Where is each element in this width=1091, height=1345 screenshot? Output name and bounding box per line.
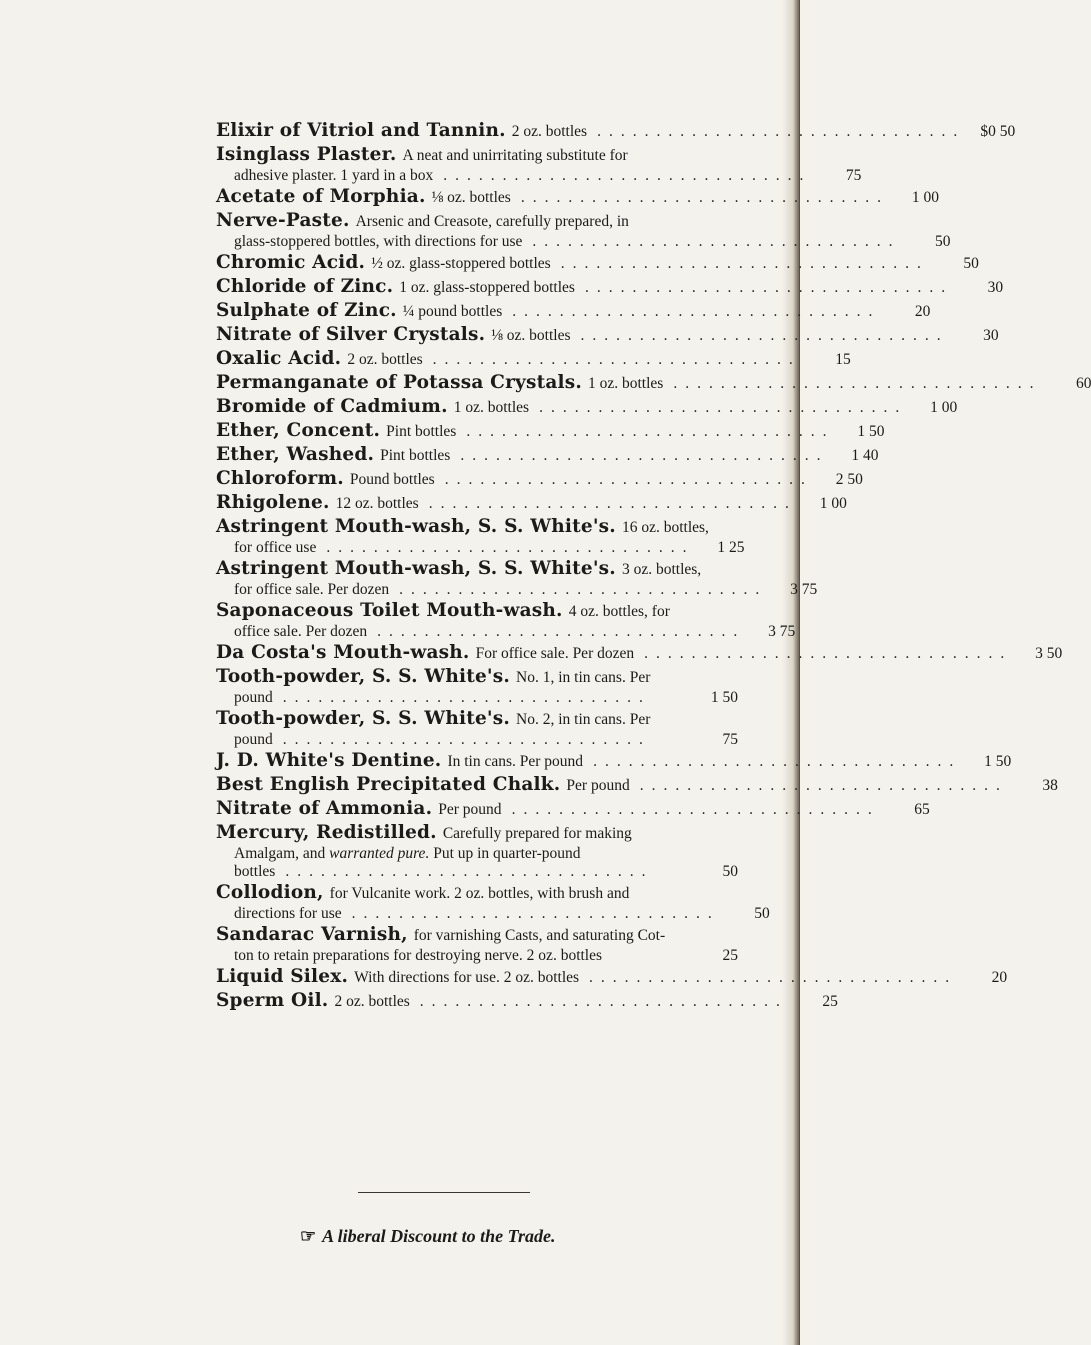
item-desc-part: Put up in quarter-pound <box>429 845 581 862</box>
leader-dots: ............................... <box>580 327 949 344</box>
item-desc: ⅛ oz. bottles <box>431 189 511 206</box>
item-desc-cont: bottles <box>234 863 276 880</box>
list-item <box>216 209 951 251</box>
list-item <box>216 707 738 749</box>
item-desc: Arsenic and Creasote, carefully prepared, in <box>355 213 629 230</box>
list-item <box>216 185 939 209</box>
leader-dots: ............................... <box>639 777 1008 794</box>
leader-dots: ............................... <box>419 993 788 1010</box>
leader-dots: ............................... <box>377 623 746 640</box>
item-price: 1 50 <box>857 423 885 440</box>
leader-dots: ............................... <box>466 423 835 440</box>
item-price: 25 <box>822 993 838 1010</box>
list-item <box>216 323 999 347</box>
item-price: 60 <box>1075 375 1091 392</box>
list-item <box>216 881 770 923</box>
leader-dots: ............................... <box>532 233 901 250</box>
item-name: Chromic Acid. <box>216 252 366 273</box>
item-price: 25 <box>722 947 738 964</box>
list-item <box>216 749 1012 773</box>
list-item <box>216 275 1004 299</box>
leader-dots: ............................... <box>399 581 768 598</box>
list-item <box>216 491 847 515</box>
item-desc: For office sale. Per dozen <box>475 645 635 662</box>
item-price: 50 <box>935 233 951 250</box>
item-price: 20 <box>991 969 1008 986</box>
list-item <box>216 251 979 275</box>
list-item <box>216 467 863 491</box>
item-desc: Pound bottles <box>349 471 435 488</box>
item-price: 30 <box>987 279 1004 296</box>
leader-dots: ............................... <box>326 539 695 556</box>
item-name: Acetate of Morphia. <box>216 186 426 207</box>
item-name: Nitrate of Ammonia. <box>216 798 433 819</box>
leader-dots: ............................... <box>597 123 966 140</box>
leader-dots: ............................... <box>444 471 813 488</box>
item-desc: ¼ pound bottles <box>402 303 503 320</box>
item-price: 65 <box>914 801 930 818</box>
leader-dots: ............................... <box>589 969 958 986</box>
item-name: Tooth-powder, S. S. White's. <box>216 666 511 687</box>
list-item <box>216 515 745 557</box>
item-price: $0 50 <box>980 123 1016 140</box>
item-desc: Pint bottles <box>380 447 451 464</box>
item-name: Chloroform. <box>216 468 344 489</box>
item-desc-cont: for office sale. Per dozen <box>234 581 390 598</box>
item-name: Astringent Mouth-wash, S. S. White's. <box>216 516 616 537</box>
item-name: Sperm Oil. <box>216 990 329 1011</box>
item-name: Nitrate of Silver Crystals. <box>216 324 486 345</box>
leader-dots: ............................... <box>428 495 797 512</box>
list-item <box>216 965 1008 989</box>
divider-rule <box>358 1192 530 1193</box>
item-desc: Per pound <box>438 801 502 818</box>
list-item <box>216 143 862 185</box>
item-price: 75 <box>845 167 862 184</box>
list-item <box>216 989 838 1013</box>
item-name: Saponaceous Toilet Mouth-wash. <box>216 600 563 621</box>
pointing-hand-icon: ☞ <box>300 1226 317 1246</box>
list-item <box>216 557 818 599</box>
item-desc-cont: pound <box>234 689 273 706</box>
price-list <box>216 119 1091 1013</box>
item-name: Liquid Silex. <box>216 966 349 987</box>
item-desc-cont: adhesive plaster. 1 yard in a box <box>234 167 434 184</box>
list-item <box>216 923 738 965</box>
leader-dots: ............................... <box>351 905 720 922</box>
leader-dots: ............................... <box>460 447 829 464</box>
item-desc: 3 oz. bottles, <box>621 561 702 578</box>
item-price: 1 25 <box>717 539 745 556</box>
leader-dots: ............................... <box>282 731 651 748</box>
list-item <box>216 119 1016 143</box>
item-price: 30 <box>983 327 999 344</box>
leader-dots: ............................... <box>520 189 889 206</box>
list-item <box>216 395 958 419</box>
item-desc: ⅛ oz. bottles <box>491 327 571 344</box>
list-item <box>216 371 1091 395</box>
leader-dots: ............................... <box>285 863 654 880</box>
item-price: 1 00 <box>819 495 847 512</box>
item-price: 1 00 <box>930 399 958 416</box>
item-name: Mercury, Redistilled. <box>216 822 437 843</box>
item-name: Chloride of Zinc. <box>216 276 394 297</box>
item-desc-cont: directions for use <box>234 905 342 922</box>
item-desc: 2 oz. bottles <box>347 351 423 368</box>
leader-dots: ............................... <box>644 645 1013 662</box>
item-name: Da Costa's Mouth-wash. <box>216 642 470 663</box>
list-item <box>216 347 851 371</box>
item-name: Tooth-powder, S. S. White's. <box>216 708 511 729</box>
item-price: 50 <box>754 905 770 922</box>
item-name: J. D. White's Dentine. <box>216 750 442 771</box>
item-price: 50 <box>963 255 979 272</box>
leader-dots: ............................... <box>560 255 929 272</box>
item-desc-cont: for office use <box>234 539 317 556</box>
item-price: 1 50 <box>984 753 1012 770</box>
item-desc: 2 oz. bottles <box>511 123 588 140</box>
item-name: Ether, Washed. <box>216 444 375 465</box>
item-desc-cont: ton to retain preparations for destroying nerve. 2 oz. bottles <box>234 947 603 964</box>
item-name: Sulphate of Zinc. <box>216 300 397 321</box>
item-name: Sandarac Varnish, <box>216 924 408 945</box>
leader-dots: ............................... <box>539 399 908 416</box>
leader-dots: ............................... <box>432 351 801 368</box>
item-desc: 1 oz. bottles <box>588 375 664 392</box>
item-desc: 16 oz. bottles, <box>621 519 709 536</box>
item-desc: 2 oz. bottles <box>334 993 410 1010</box>
item-name: Bromide of Cadmium. <box>216 396 448 417</box>
item-name: Astringent Mouth-wash, S. S. White's. <box>216 558 616 579</box>
item-desc-cont: pound <box>234 731 273 748</box>
list-item <box>216 821 738 881</box>
item-desc: No. 1, in tin cans. Per <box>516 669 651 686</box>
list-item <box>216 419 885 443</box>
item-name: Ether, Concent. <box>216 420 381 441</box>
item-desc: No. 2, in tin cans. Per <box>516 711 651 728</box>
leader-dots: ............................... <box>511 801 880 818</box>
leader-dots: ............................... <box>593 753 962 770</box>
item-desc-cont: glass-stoppered bottles, with directions for use <box>234 233 523 250</box>
item-price: 1 40 <box>851 447 879 464</box>
footer-text: A liberal Discount to the Trade. <box>322 1226 556 1246</box>
item-desc: With directions for use. 2 oz. bottles <box>354 969 580 986</box>
item-price: 75 <box>722 731 738 748</box>
item-desc: 12 oz. bottles <box>335 495 419 512</box>
item-name: Nerve-Paste. <box>216 210 350 231</box>
item-desc: 4 oz. bottles, for <box>568 603 670 620</box>
item-desc-cont: office sale. Per dozen <box>234 623 368 640</box>
item-price: 1 50 <box>710 689 738 706</box>
item-price: 3 50 <box>1035 645 1063 662</box>
item-price: 15 <box>835 351 851 368</box>
item-desc: for varnishing Casts, and saturating Cot- <box>413 927 666 944</box>
item-desc: 1 oz. bottles <box>453 399 530 416</box>
item-name: Rhigolene. <box>216 492 330 513</box>
item-price: 2 50 <box>835 471 863 488</box>
leader-dots: ............................... <box>584 279 954 296</box>
item-name: Collodion, <box>216 882 324 903</box>
list-item <box>216 797 930 821</box>
list-item <box>216 599 796 641</box>
item-price: 38 <box>1042 777 1058 794</box>
trade-discount-note <box>300 1226 630 1247</box>
item-price: 50 <box>722 863 738 880</box>
list-item <box>216 641 1063 665</box>
item-desc-part: Amalgam, and <box>234 845 330 862</box>
item-desc-emphasis: warranted pure. <box>329 845 430 862</box>
item-desc: Pint bottles <box>386 423 457 440</box>
item-desc: Per pound <box>566 777 630 794</box>
list-item <box>216 299 931 323</box>
item-name: Elixir of Vitriol and Tannin. <box>216 120 506 141</box>
leader-dots: ............................... <box>673 375 1042 392</box>
leader-dots: ............................... <box>512 303 881 320</box>
item-price: 3 75 <box>768 623 796 640</box>
item-price: 20 <box>914 303 931 320</box>
list-item <box>216 443 879 467</box>
leader-dots: ............................... <box>443 167 812 184</box>
item-name: Isinglass Plaster. <box>216 144 397 165</box>
item-name: Best English Precipitated Chalk. <box>216 774 561 795</box>
list-item <box>216 665 738 707</box>
item-desc: In tin cans. Per pound <box>447 753 584 770</box>
item-desc: ½ oz. glass-stoppered bottles <box>371 255 551 272</box>
item-name: Oxalic Acid. <box>216 348 342 369</box>
item-desc-cont <box>234 845 581 863</box>
item-desc: Carefully prepared for making <box>442 825 632 842</box>
item-price: 1 00 <box>911 189 939 206</box>
item-desc: for Vulcanite work. 2 oz. bottles, with brush and <box>329 885 630 902</box>
item-price: 3 75 <box>790 581 818 598</box>
list-item <box>216 773 1058 797</box>
item-desc: A neat and unirritating substitute for <box>402 147 628 164</box>
item-desc: 1 oz. glass-stoppered bottles <box>399 279 575 296</box>
leader-dots: ............................... <box>282 689 651 706</box>
item-name: Permanganate of Potassa Crystals. <box>216 372 582 393</box>
